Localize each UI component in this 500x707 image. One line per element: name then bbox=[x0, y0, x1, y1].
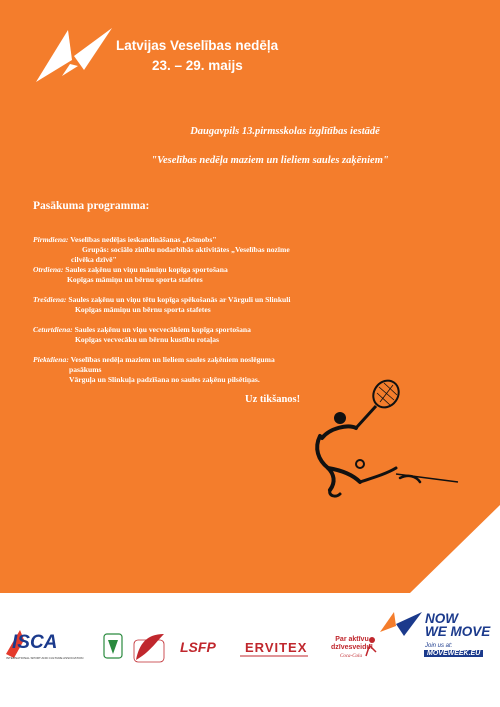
schedule-text: Saules zaķēnu un viņu vecvecākiem kopīga sportošana bbox=[74, 325, 251, 334]
day-label: Piektdiena: bbox=[33, 355, 69, 364]
schedule-line bbox=[33, 265, 333, 275]
schedule-line bbox=[33, 295, 333, 305]
join-us-text: Join us at: bbox=[425, 643, 453, 649]
schedule-line: Grupās: sociālo zinību nodarbībās aktivitātes „Veselības nozīme bbox=[82, 245, 290, 254]
schedule-line: cilvēka dzīvē" bbox=[71, 255, 117, 264]
schedule-line: Vārguļa un Slinkuļa padzīšana no saules zaķēnu pilsētiņas. bbox=[69, 375, 260, 384]
day-label: Ceturtdiena: bbox=[33, 325, 73, 334]
schedule-text: Saules zaķēnu un viņu māmiņu kopīga sportošana bbox=[65, 265, 228, 274]
schedule-line bbox=[33, 355, 333, 365]
day-monday-tuesday bbox=[33, 235, 333, 285]
day-thursday bbox=[33, 325, 333, 345]
day-label: Otrdiena: bbox=[33, 265, 64, 274]
event-dates: 23. – 29. maijs bbox=[152, 58, 243, 73]
schedule-text: Saules zaķēnu un viņu tētu kopīga spēkošanās ar Vārguli un Slinkuli bbox=[68, 295, 291, 304]
schedule-line: pasākums bbox=[69, 365, 102, 374]
veselibas-nedela-logo-icon bbox=[34, 26, 114, 84]
coca-cola-logo: Coca-Cola bbox=[340, 654, 362, 659]
school-name: Daugavpils 13.pirmsskolas izglītības iestādē bbox=[190, 126, 380, 137]
day-label: Trešdiena: bbox=[33, 295, 67, 304]
program-heading: Pasākuma programma: bbox=[33, 200, 150, 212]
isca-logo: ISCA bbox=[12, 632, 58, 653]
now-we-move-line: WE MOVE bbox=[425, 624, 491, 639]
schedule-line: Kopīgas māmiņu un bērnu sporta stafetes bbox=[75, 305, 211, 314]
day-friday bbox=[33, 355, 333, 385]
now-we-move-line: NOW bbox=[425, 611, 458, 626]
lsfp-logo: LSFP bbox=[180, 639, 216, 655]
ervitex-logo: ERVITEX bbox=[245, 640, 308, 655]
now-we-move-logo bbox=[425, 612, 490, 638]
par-aktivu-dzivesveidu-logo: Par aktīvu dzīvesveidu! bbox=[330, 636, 373, 651]
day-label: Pirmdiena: bbox=[33, 235, 69, 244]
program-schedule bbox=[33, 235, 333, 395]
schedule-text: Veselības nedēļa maziem un lieliem saules zaķēniem noslēguma bbox=[70, 355, 275, 364]
event-title: Latvijas Veselības nedēļa bbox=[116, 38, 279, 53]
schedule-line: Kopīgas māmiņu un bērnu sporta stafetes bbox=[67, 275, 203, 284]
closing-greeting: Uz tikšanos! bbox=[245, 394, 301, 405]
event-slogan: "Veselības nedēļa maziem un lieliem saules zaķēniem" bbox=[151, 155, 389, 166]
isca-tagline: INTERNATIONAL SPORT AND CULTURE ASSOCIATION bbox=[6, 656, 84, 660]
schedule-line bbox=[33, 325, 333, 335]
schedule-text: Veselības nedēļas ieskandināšanas „fešmobs" bbox=[70, 235, 217, 244]
schedule-line bbox=[33, 235, 333, 245]
moveweek-link[interactable]: MOVEWEEK.EU bbox=[424, 650, 483, 657]
tennis-player-illustration-icon bbox=[300, 378, 460, 506]
schedule-line: Kopīgas vecvecāku un bērnu kustību rotaļas bbox=[75, 335, 219, 344]
day-wednesday bbox=[33, 295, 333, 315]
